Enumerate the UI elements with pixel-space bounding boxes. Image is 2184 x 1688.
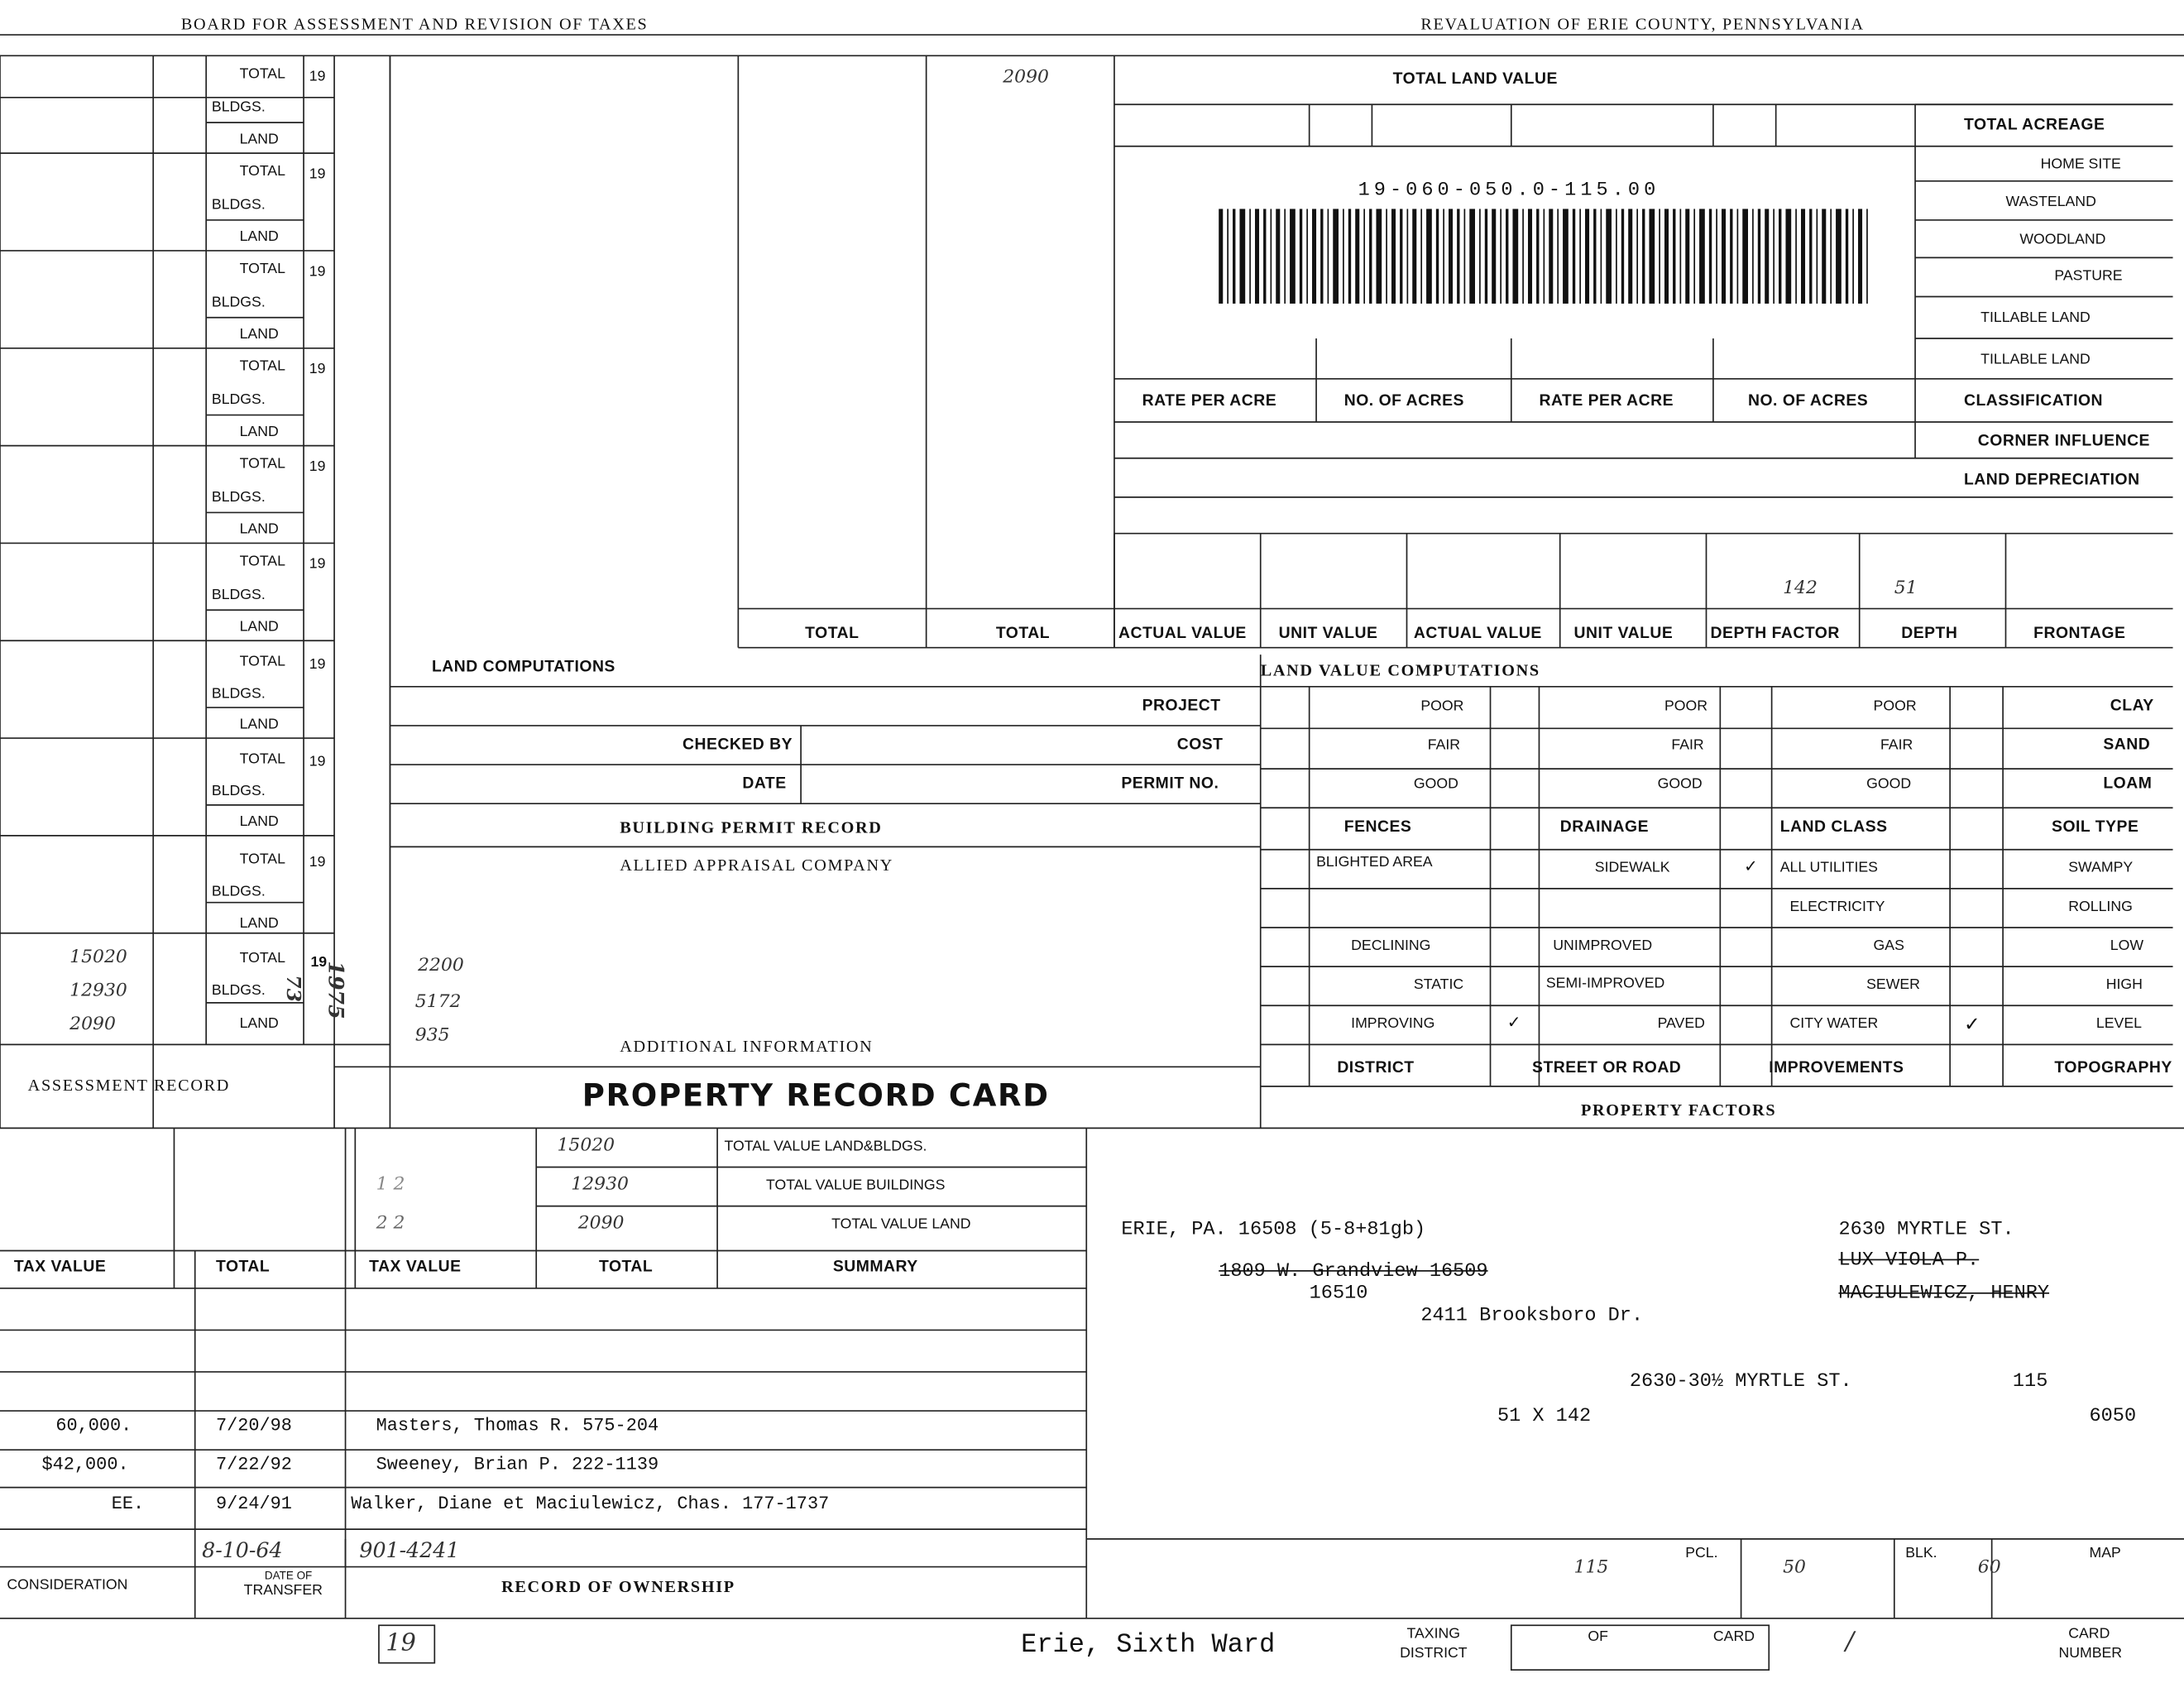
assess-land-2: LAND — [239, 228, 279, 246]
district-blighted: BLIGHTED AREA — [1316, 853, 1433, 870]
district-label: DISTRICT — [1337, 1059, 1415, 1077]
owner-line-4: MACIULEWICZ, HENRY — [1838, 1283, 2050, 1306]
allied-appraisal: ALLIED APPRAISAL COMPANY — [620, 855, 894, 875]
unit-value-header-1: UNIT VALUE — [1573, 625, 1674, 642]
fences-label: FENCES — [1343, 818, 1412, 836]
topo-high: HIGH — [2105, 976, 2143, 994]
total-value-land-bldgs-label: TOTAL VALUE LAND&BLDGS. — [724, 1138, 927, 1155]
summary-note-1: 1 2 — [376, 1173, 405, 1196]
ownership-row4-consideration: 60,000. — [55, 1415, 132, 1436]
assess-prefix-1: 19 — [309, 68, 326, 85]
land-computations-title: LAND COMPUTATIONS — [431, 659, 615, 676]
assess-land-6: LAND — [239, 618, 279, 635]
assess-prefix-10: 19 — [310, 953, 328, 971]
additional-value-1: 935 — [414, 1024, 450, 1047]
property-factors-title: PROPERTY FACTORS — [1580, 1100, 1777, 1120]
permit-no-label: PERMIT NO. — [1121, 775, 1219, 793]
assess-bldgs-6: BLDGS. — [211, 586, 266, 603]
land-class-fair: FAIR — [1880, 736, 1913, 754]
total-value-land-value: 2090 — [577, 1213, 625, 1235]
summary-note-2: 2 2 — [376, 1213, 405, 1235]
cost-label: COST — [1176, 736, 1224, 754]
assess-bldgs-2: BLDGS. — [211, 196, 266, 213]
assess-bldgs-1: BLDGS. — [211, 98, 266, 116]
consideration-label: CONSIDERATION — [7, 1576, 128, 1594]
assess-bldgs-9: BLDGS. — [211, 883, 266, 900]
assess-land-4: LAND — [239, 423, 279, 440]
pcl-label: PCL. — [1685, 1544, 1718, 1561]
assess-land-5: LAND — [239, 520, 279, 538]
assess-total-6: TOTAL — [239, 553, 285, 570]
classification-label: CLASSIFICATION — [1963, 392, 2104, 410]
summary-total-label: TOTAL — [598, 1259, 654, 1276]
total-value-buildings-label: TOTAL VALUE BUILDINGS — [766, 1177, 946, 1194]
owner-line-7: ERIE, PA. 16508 (5-8+81gb) — [1121, 1218, 1426, 1241]
board-title: BOARD FOR ASSESSMENT AND REVISION OF TAXES — [180, 13, 649, 34]
assess-bldgs-4: BLDGS. — [211, 391, 266, 409]
drainage-label: DRAINAGE — [1559, 818, 1650, 836]
woodland-label: WOODLAND — [2019, 231, 2106, 248]
ownership-row1-date: 8-10-64 — [202, 1537, 283, 1563]
topography-label: TOPOGRAPHY — [2054, 1059, 2172, 1077]
ownership-row2-consideration: EE. — [111, 1493, 145, 1514]
blk-value: 50 — [1783, 1556, 1806, 1579]
district-static: STATIC — [1413, 976, 1464, 994]
assess-total-9: TOTAL — [239, 851, 285, 868]
pcl-value: 115 — [1573, 1556, 1609, 1579]
frontage-value: 51 — [1894, 578, 1918, 599]
district-improving: IMPROVING — [1351, 1015, 1435, 1033]
total-land-value-label-1 — [2082, 67, 2087, 83]
assess-total-7: TOTAL — [239, 653, 285, 670]
date-of-transfer-label-2: TRANSFER — [243, 1582, 323, 1599]
assess-prefix-5: 19 — [309, 458, 326, 475]
topo-rolling: ROLLING — [2068, 898, 2133, 915]
fences-good: GOOD — [1413, 775, 1458, 793]
district-declining: DECLINING — [1351, 937, 1431, 954]
owner-line-1: 2411 Brooksboro Dr. — [1420, 1305, 1644, 1328]
wasteland-label: WASTELAND — [2005, 193, 2096, 211]
additional-vertical-year: 1975 — [323, 961, 348, 1019]
drainage-poor: POOR — [1664, 698, 1708, 715]
tillable-land-label-1: TILLABLE LAND — [1980, 309, 2091, 326]
assess-prefix-3: 19 — [309, 263, 326, 281]
street-or-road-label: STREET OR ROAD — [1532, 1059, 1682, 1077]
assess-prefix-2: 19 — [309, 165, 326, 183]
total-value-buildings-value: 12930 — [571, 1173, 629, 1196]
soil-sand: SAND — [2103, 736, 2151, 754]
ownership-row4-date: 7/20/98 — [215, 1415, 292, 1436]
barcode — [1219, 209, 1868, 303]
assess-prefix-7: 19 — [309, 655, 326, 673]
card-slash: / — [1845, 1626, 1855, 1657]
assess-prefix-6: 19 — [309, 555, 326, 573]
parcel-row1-b: 115 — [2012, 1370, 2048, 1393]
assess-prefix-4: 19 — [309, 360, 326, 378]
street-semi-improved: SEMI-IMPROVED — [1545, 975, 1665, 992]
drainage-good: GOOD — [1657, 775, 1703, 793]
assess-land-8: LAND — [239, 813, 279, 831]
summary-tax-value-label-2: TAX VALUE — [13, 1259, 107, 1276]
map-value: 60 — [1977, 1556, 2001, 1579]
fences-poor: POOR — [1420, 698, 1464, 715]
taxing-district-code: 19 — [386, 1629, 416, 1657]
assess-total-5: TOTAL — [239, 455, 285, 472]
assess-bldgs-7: BLDGS. — [211, 685, 266, 703]
corner-influence-label: CORNER INFLUENCE — [1977, 433, 2150, 450]
assess-total-10: TOTAL — [239, 949, 285, 967]
depth-header: DEPTH — [1901, 625, 1958, 642]
assess-first-bldgs: 12930 — [69, 980, 127, 1002]
owner-line-2: 16510 — [1309, 1283, 1368, 1306]
assess-total-2: TOTAL — [239, 162, 285, 180]
of-label: OF — [1588, 1628, 1608, 1645]
unit-value-header-2: UNIT VALUE — [1278, 625, 1378, 642]
impr-sewer: SEWER — [1866, 976, 1920, 994]
pasture-label: PASTURE — [2054, 267, 2123, 285]
depth-value: 142 — [1783, 578, 1818, 599]
topo-low: LOW — [2110, 937, 2144, 954]
assess-first-land: 2090 — [69, 1014, 116, 1035]
revaluation-title: REVALUATION OF ERIE COUNTY, PENNSYLVANIA — [1420, 13, 1865, 34]
assess-land-1: LAND — [239, 131, 279, 148]
all-utilities-check: ✓ — [1743, 856, 1758, 876]
parcel-row1-c: 2630-30½ MYRTLE ST. — [1629, 1370, 1852, 1393]
soil-type-label: SOIL TYPE — [2052, 818, 2139, 836]
total-acreage-label: TOTAL ACREAGE — [1963, 117, 2105, 134]
property-record-card-title: PROPERTY RECORD CARD — [582, 1079, 1050, 1115]
additional-value-2: 5172 — [414, 991, 462, 1013]
soil-clay: CLAY — [2110, 698, 2154, 715]
assess-total-1: TOTAL — [239, 65, 285, 83]
depth-factor-header: DEPTH FACTOR — [1710, 625, 1840, 642]
land-value-computations-title: LAND VALUE COMPUTATIONS — [1260, 659, 1540, 680]
tillable-land-label-2: TILLABLE LAND — [1980, 351, 2091, 368]
checked-by-label: CHECKED BY — [682, 736, 793, 754]
assess-land-3: LAND — [239, 325, 279, 343]
owner-line-6: 2630 MYRTLE ST. — [1838, 1218, 2014, 1241]
additional-info-title: ADDITIONAL INFORMATION — [620, 1036, 874, 1056]
building-permit-title: BUILDING PERMIT RECORD — [620, 818, 883, 837]
assess-first-total: 15020 — [69, 947, 127, 968]
total-value-land-bldgs-value: 15020 — [557, 1134, 615, 1157]
ownership-row1-name: 901-4241 — [359, 1537, 460, 1563]
rate-per-acre-label-1: RATE PER ACRE — [1539, 392, 1674, 410]
impr-gas: GAS — [1873, 937, 1904, 954]
assess-total-3: TOTAL — [239, 260, 285, 277]
assess-land-10: LAND — [239, 1015, 279, 1033]
paved-check: ✓ — [1506, 1012, 1521, 1033]
assess-land-7: LAND — [239, 716, 279, 733]
ownership-row2-date: 9/24/91 — [215, 1493, 292, 1514]
date-of-transfer-label-1: DATE OF — [264, 1569, 313, 1583]
land-class-label: LAND CLASS — [1779, 818, 1888, 836]
assess-total-8: TOTAL — [239, 750, 285, 768]
rate-per-acre-label-2: RATE PER ACRE — [1142, 392, 1277, 410]
ownership-row3-consideration: $42,000. — [41, 1454, 129, 1475]
total-header-1: TOTAL — [995, 625, 1051, 642]
ownership-row2-name: Walker, Diane et Maciulewicz, Chas. 177-1737 — [351, 1493, 830, 1514]
additional-value-3: 2200 — [418, 955, 464, 976]
blk-label: BLK. — [1905, 1544, 1937, 1561]
parcel-row2: 51 X 142 — [1497, 1405, 1592, 1428]
barcode-text: 19-060-050.0-115.00 — [1358, 180, 1660, 203]
assess-bldgs-8: BLDGS. — [211, 782, 266, 800]
parcel-row1-a: 6050 — [2089, 1405, 2137, 1428]
assess-bldgs-10: BLDGS. — [211, 981, 266, 999]
ownership-row3-date: 7/22/92 — [215, 1454, 292, 1475]
impr-all-utilities: ALL UTILITIES — [1779, 859, 1878, 876]
improvements-label: IMPROVEMENTS — [1769, 1059, 1904, 1077]
ownership-title: RECORD OF OWNERSHIP — [501, 1576, 735, 1596]
assessment-record-title: ASSESSMENT RECORD — [27, 1075, 231, 1095]
fences-fair: FAIR — [1427, 736, 1461, 754]
topo-swampy: SWAMPY — [2068, 859, 2134, 876]
impr-electricity: ELECTRICITY — [1789, 898, 1885, 915]
frontage-header: FRONTAGE — [2033, 625, 2126, 642]
assess-land-9: LAND — [239, 914, 279, 933]
assess-first-year: 73 — [281, 975, 304, 1003]
home-site-label: HOME SITE — [2040, 156, 2121, 173]
assess-bldgs-3: BLDGS. — [211, 294, 266, 311]
assess-bldgs-5: BLDGS. — [211, 488, 266, 506]
actual-value-header-1: ACTUAL VALUE — [1413, 625, 1542, 642]
assess-prefix-9: 19 — [309, 853, 326, 870]
total-header-2: TOTAL — [805, 625, 860, 642]
taxing-district-value: Erie, Sixth Ward — [1021, 1629, 1276, 1661]
street-paved: PAVED — [1657, 1015, 1705, 1033]
topo-level: LEVEL — [2095, 1015, 2142, 1033]
drainage-fair: FAIR — [1671, 736, 1704, 754]
street-sidewalk: SIDEWALK — [1594, 859, 1670, 876]
card-number-label-2: NUMBER — [2058, 1644, 2123, 1662]
assess-total-4: TOTAL — [239, 357, 285, 375]
total-land-value-label: TOTAL LAND VALUE — [1392, 70, 1558, 89]
land-class-poor: POOR — [1873, 698, 1917, 715]
total-land-value-amount: 2090 — [1003, 66, 1049, 89]
owner-line-5: LUX VIOLA P. — [1838, 1249, 1980, 1272]
street-unimproved: UNIMPROVED — [1553, 937, 1653, 954]
actual-value-header-2: ACTUAL VALUE — [1118, 625, 1247, 642]
taxing-district-label-2: DISTRICT — [1400, 1644, 1468, 1662]
assess-prefix-8: 19 — [309, 753, 326, 770]
city-water-check: ✓ — [1963, 1012, 1980, 1035]
summary-tax-value-label: TAX VALUE — [369, 1259, 462, 1276]
impr-city-water: CITY WATER — [1789, 1015, 1879, 1033]
card-label: CARD — [1712, 1628, 1755, 1645]
summary-title: SUMMARY — [832, 1259, 918, 1276]
map-label: MAP — [2089, 1544, 2121, 1561]
owner-line-3: 1809 W. Grandview 16509 — [1219, 1260, 1488, 1283]
card-number-label-1: CARD — [2068, 1625, 2110, 1642]
ownership-row4-name: Masters, Thomas R. 575-204 — [376, 1415, 659, 1436]
no-of-acres-label-2: NO. OF ACRES — [1343, 392, 1464, 410]
summary-total-label-2: TOTAL — [215, 1259, 271, 1276]
no-of-acres-label-1: NO. OF ACRES — [1748, 392, 1869, 410]
land-depreciation-label: LAND DEPRECIATION — [1963, 472, 2140, 489]
taxing-district-label-1: TAXING — [1406, 1625, 1461, 1642]
project-label: PROJECT — [1142, 698, 1221, 715]
soil-loam: LOAM — [2103, 775, 2153, 793]
total-value-land-label: TOTAL VALUE LAND — [831, 1216, 971, 1233]
date-label: DATE — [742, 775, 787, 793]
ownership-row3-name: Sweeney, Brian P. 222-1139 — [376, 1454, 659, 1475]
land-class-good: GOOD — [1866, 775, 1912, 793]
